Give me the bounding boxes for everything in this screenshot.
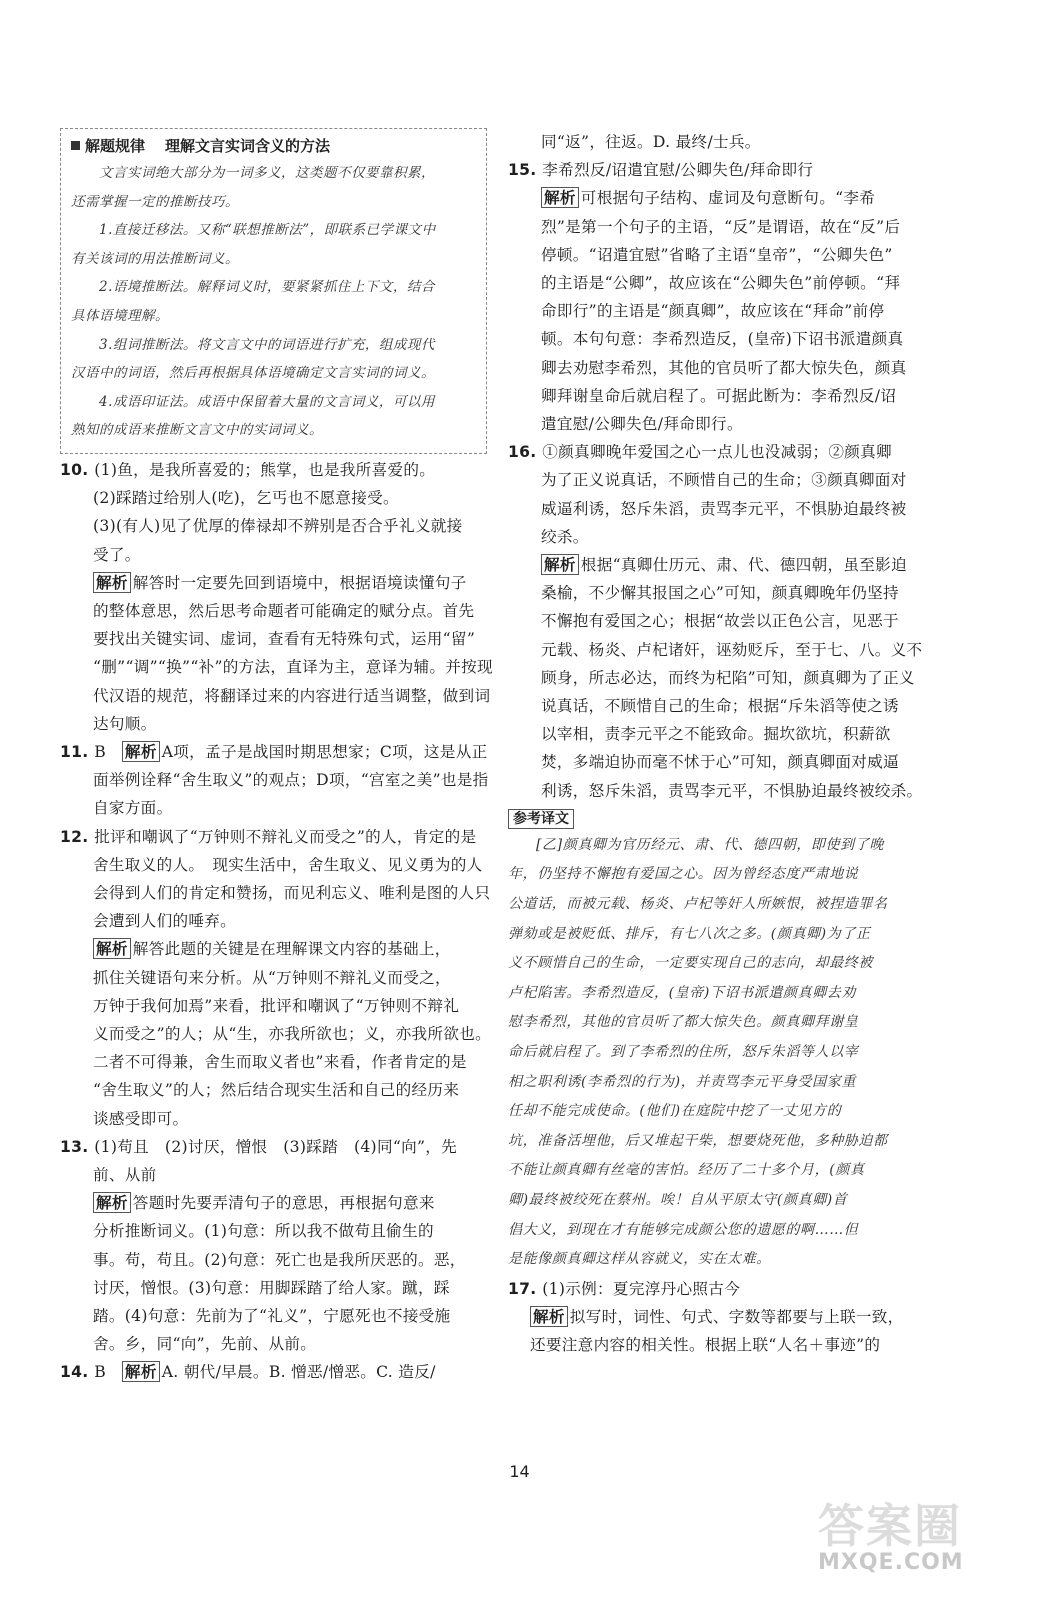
answer-line: [508, 354, 948, 382]
analysis-tag: 解析: [541, 187, 579, 208]
line-text: 遣宜慰/公卿失色/拜命即行。: [541, 415, 743, 434]
line-text: 会遭到人们的唾弃。: [93, 912, 237, 931]
answer-line: [508, 495, 948, 523]
tip-subtitle: 理解文言实词含义的方法: [165, 137, 331, 155]
line-text: 面举例诠释“舍生取义”的观点；D项，“宫室之美”也是指: [93, 771, 489, 790]
line-text: B: [94, 742, 122, 761]
question-line: [60, 456, 490, 484]
line-text: “删”“调”“换”“补”的方法，直译为主，意译为辅。并按现: [93, 658, 493, 677]
line-text: 为了正义说真话，不顾惜自己的生命；③颜真卿面对: [541, 471, 907, 490]
translation-line: 弹劾或是被贬低、排斥，有七八次之多。(颜真卿)为了正: [508, 925, 871, 942]
left-answer-lines: [60, 456, 493, 1387]
answer-line: [60, 1076, 490, 1104]
answer-line: [508, 1331, 948, 1359]
answer-line: [60, 851, 490, 879]
line-text: (1)示例：夏完淳丹心照古今: [542, 1279, 741, 1298]
line-text: 不懈抱有爱国之心；根据“故尝以正色公言，见恶于: [541, 612, 899, 631]
reference-translation: [508, 831, 948, 1275]
analysis-tag: 解析: [122, 1361, 160, 1382]
tip-line: 有关该词的用法推断词义。: [71, 250, 239, 267]
analysis-tag: 解析: [541, 554, 579, 575]
answer-line: [60, 1330, 490, 1358]
page-number: 14: [509, 1462, 530, 1481]
answer-line: [508, 269, 948, 297]
answer-line: [508, 664, 948, 692]
line-text: 顿。本句句意：李希烈造反，(皇帝)下诏书派遣颜真: [541, 330, 904, 349]
line-text: 根据“真卿仕历元、肃、代、德四朝，虽至影迫: [580, 556, 907, 575]
line-text: 踏。(4)句意：先前为了“礼义”，宁愿死也不接受施: [93, 1307, 451, 1326]
tip-line: 2.语境推断法。解释词义时，要紧紧抓住上下文，结合: [99, 279, 435, 296]
answer-line: [508, 128, 948, 156]
translation-line: 不能让颜真卿有丝毫的害怕。经历了二十多个月，(颜真: [508, 1162, 865, 1179]
line-text: 命即行”的主语是“颜真卿”，故应该在“拜命”前停: [541, 302, 885, 321]
translation-line: [乙]颜真卿为官历经元、肃、代、德四朝，即使到了晚: [536, 836, 884, 853]
tip-line: 熟知的成语来推断文言文中的实词词义。: [71, 422, 323, 439]
line-text: 还要注意内容的相关性。根据上联“人名＋事迹”的: [530, 1336, 881, 1355]
analysis-tag: 解析: [122, 741, 160, 762]
line-text: 前、从前: [93, 1166, 157, 1185]
line-text: (2)踩踏过给别人(吃)，乞丐也不愿意接受。: [93, 489, 399, 508]
answer-line: [60, 1302, 490, 1330]
answer-line: [60, 794, 490, 822]
left-column: [60, 128, 493, 1387]
line-text: 批评和嘲讽了“万钟则不辩礼义而受之”的人，肯定的是: [94, 827, 477, 846]
answer-line: [508, 551, 948, 579]
translation-line: 卿)最终被绞死在蔡州。唉！自从平原太守(颜真卿)首: [508, 1192, 848, 1208]
answer-line: [60, 541, 490, 569]
question-number: 15.: [508, 161, 543, 180]
line-text: B: [94, 1363, 122, 1382]
answer-line: [60, 992, 490, 1020]
translation-line: 年，仍坚持不懈抱有爱国之心。因为曾经态度严肃地说: [508, 866, 859, 883]
tip-lines: [71, 159, 476, 445]
question-line: [508, 438, 948, 466]
answer-line: [60, 569, 490, 597]
answer-line: [60, 1189, 490, 1217]
question-number: 17.: [508, 1279, 543, 1298]
answer-line: [60, 653, 493, 681]
answer-line: [508, 607, 948, 635]
answer-line: [508, 523, 948, 551]
answer-line: [60, 597, 490, 625]
answer-line: [60, 512, 490, 540]
question-line: [60, 1133, 490, 1161]
analysis-tag: 解析: [93, 938, 131, 959]
line-text: 烈”是第一个句子的主语，“反”是谓语，故在“反”后: [541, 217, 901, 236]
answer-line: [60, 1274, 490, 1302]
tip-line: 还需掌握一定的推断技巧。: [71, 193, 239, 210]
question-line: [60, 738, 490, 766]
square-bullet-icon: [71, 141, 80, 150]
answer-line: [508, 410, 948, 438]
answer-line: [508, 184, 948, 212]
line-text: (1)苟且 (2)讨厌，憎恨 (3)踩踏 (4)同“向”，先: [94, 1137, 458, 1156]
reference-translation-header: [508, 805, 948, 831]
answer-line: [60, 766, 490, 794]
line-text: 拟写时，词性、句式、字数等都要与上联一致，: [569, 1307, 904, 1326]
line-text: 达句顺。: [93, 714, 157, 733]
question-line: [508, 1275, 948, 1303]
tip-line: 文言实词绝大部分为一词多义，这类题不仅要靠积累，: [99, 165, 435, 181]
answer-line: [508, 297, 948, 325]
answer-line: [508, 692, 948, 720]
answer-line: [508, 777, 948, 805]
answer-line: [508, 382, 948, 410]
answer-line: [60, 1105, 490, 1133]
question-number: 12.: [60, 827, 95, 846]
line-text: (3)(有人)见了优厚的俸禄却不辨别是否合乎礼义就接: [93, 517, 463, 536]
answer-line: [508, 636, 948, 664]
answer-line: [508, 748, 948, 776]
translation-line: 是能像颜真卿这样从容就义，实在太难。: [508, 1251, 771, 1268]
answer-line: [60, 1217, 490, 1245]
line-text: 分析推断词义。(1)句意：所以我不做苟且偷生的: [93, 1222, 434, 1241]
question-number: 14.: [60, 1363, 95, 1382]
line-text: 代汉语的规范，将翻译过来的内容进行适当调整，做到词: [93, 686, 491, 705]
line-text: 解答时一定要先回到语境中，根据语境读懂句子: [132, 573, 467, 592]
answer-line: [60, 879, 490, 907]
line-text: 事。苟，苟且。(2)句意：死亡也是我所厌恶的。恶，: [93, 1250, 466, 1269]
tip-title: 解题规律: [85, 137, 146, 155]
line-text: 讨厌，憎恨。(3)句意：用脚踩踏了给人家。蹴，踩: [93, 1278, 450, 1297]
line-text: 会得到人们的肯定和赞扬，而见利忘义、唯利是图的人只: [93, 883, 491, 902]
line-text: 卿去劝慰李希烈，其他的官员听了都大惊失色，颜真: [541, 358, 907, 377]
line-text: 顾身，所志必达，而终为杞陷”可知，颜真卿为了正义: [541, 668, 915, 687]
answer-line: [60, 1246, 490, 1274]
line-text: 二者不可得兼，舍生而取义者也”来看，作者肯定的是: [93, 1053, 467, 1072]
answer-line: [60, 964, 490, 992]
answer-line: [60, 935, 490, 963]
translation-line: 公道话，而被元载、杨炎、卢杞等奸人所嫉恨，被捏造罪名: [508, 896, 888, 913]
answer-line: [508, 1303, 948, 1331]
line-text: A项，孟子是战国时期思想家；C项，这是从正: [161, 742, 488, 761]
line-text: 万钟于我何加焉”来看，批评和嘲讽了“万钟则不辩礼: [93, 996, 460, 1015]
answer-line: [508, 213, 948, 241]
answer-line: [60, 710, 490, 738]
answer-line: [60, 484, 490, 512]
tip-line: 汉语中的词语，然后再根据具体语境确定文言实词的词义。: [71, 365, 435, 382]
watermark-logo: [818, 1490, 1018, 1590]
tip-line: 具体语境理解。: [71, 307, 169, 324]
line-text: 元载、杨炎、卢杞诸奸，诬劾贬斥，至于七、八。义不: [541, 640, 923, 659]
question-17: [508, 1275, 948, 1360]
answer-line: [60, 625, 490, 653]
line-text: 可根据句子结构、虚词及句意断句。“李希: [580, 189, 876, 208]
answer-line: [60, 907, 490, 935]
analysis-tag: 解析: [530, 1306, 568, 1327]
answer-line: [508, 241, 948, 269]
line-text: 威逼利诱，怒斥朱滔，责骂李元平，不惧胁迫最终被: [541, 499, 907, 518]
line-text: 舍生取义的人。 现实生活中，舍生取义、见义勇为的人: [93, 855, 483, 874]
line-text: 解答此题的关键是在理解课文内容的基础上，: [132, 940, 451, 959]
line-text: “舍生取义”的人；然后结合现实生活和自己的经历来: [93, 1081, 460, 1100]
line-text: 要找出关键实词、虚词，查看有无特殊句式，运用“留”: [93, 630, 476, 649]
line-text: A. 朝代/早晨。B. 憎恶/憎恶。C. 造反/: [161, 1363, 436, 1382]
translation-line: 倡大义，到现在才有能够完成颜公您的遗愿的啊……但: [508, 1221, 859, 1238]
line-text: 谈感受即可。: [93, 1109, 189, 1128]
reference-tag: 参考译文: [508, 809, 574, 829]
line-text: 焚，多端迫协而毫不怵于心”可知，颜真卿面对威逼: [541, 753, 899, 772]
tip-line: 1.直接迁移法。又称“联想推断法”，即联系已学课文中: [99, 222, 436, 239]
line-text: 舍。乡，同“向”，先前、从前。: [93, 1335, 317, 1354]
answer-line: [508, 466, 948, 494]
line-text: 桑榆，不少懈其报国之心”可知，颜真卿晚年仍坚持: [541, 584, 899, 603]
line-text: 利诱，怒斥朱滔，责骂李元平，不惧胁迫最终被绞杀。: [541, 781, 923, 800]
line-text: 以宰相，责李元平之不能致命。掘坎欲坑，积薪欲: [541, 725, 891, 744]
translation-line: 卢杞陷害。李希烈造反，(皇帝)下诏书派遣颜真卿去劝: [508, 984, 856, 1001]
line-text: 卿拜谢皇命后就启程了。可据此断为：李希烈反/诏: [541, 386, 897, 405]
question-line: [60, 1358, 490, 1386]
line-text: 同“返”，往返。D. 最终/士兵。: [541, 133, 761, 151]
translation-line: 坑，准备活埋他，后又堆起干柴，想要烧死他，多种胁迫都: [508, 1132, 888, 1149]
line-text: 自家方面。: [93, 799, 173, 818]
line-text: 李希烈反/诏遣宜慰/公卿失色/拜命即行: [542, 161, 814, 180]
watermark-url: MXQE.COM: [818, 1550, 964, 1575]
question-number: 16.: [508, 443, 543, 462]
translation-line: 义不顾惜自己的生命，一定要实现自己的志向，却最终被: [508, 955, 873, 972]
method-tip-box: [60, 128, 487, 454]
question-line: [60, 823, 490, 851]
question-number: 11.: [60, 742, 95, 761]
line-text: 答题时先要弄清句子的意思，再根据句意来: [132, 1194, 435, 1213]
translation-line: 任却不能完成使命。(他们)在庭院中挖了一丈见方的: [508, 1103, 842, 1120]
line-text: 的主语是“公卿”，故应该在“公卿失色”前停顿。“拜: [541, 274, 901, 293]
line-text: 受了。: [93, 545, 141, 564]
line-text: 说真话，不顾惜自己的生命；根据“斥朱滔等使之诱: [541, 697, 899, 716]
question-line: [508, 156, 948, 184]
answer-line: [508, 720, 948, 748]
answer-line: [60, 1161, 490, 1189]
tip-line: 4.成语印证法。成语中保留着大量的文言词义，可以用: [99, 393, 435, 410]
tip-header: [71, 133, 476, 159]
answer-line: [60, 682, 490, 710]
analysis-tag: 解析: [93, 1192, 131, 1213]
answer-line: [60, 1048, 490, 1076]
line-text: 的整体意思，然后思考命题者可能确定的赋分点。首先: [93, 601, 475, 620]
tip-line: 3.组词推断法。将文言文中的词语进行扩充，组成现代: [99, 336, 435, 353]
translation-line: 命后就启程了。到了李希烈的住所，怒斥朱滔等人以宰: [508, 1044, 859, 1061]
question-number: 13.: [60, 1137, 95, 1156]
translation-line: 慰李希烈，其他的官员听了都大惊失色。颜真卿拜谢皇: [508, 1014, 859, 1031]
line-text: 停顿。“诏遣宜慰”省略了主语“皇帝”，“公卿失色”: [541, 245, 893, 264]
watermark-text: 答案圈: [818, 1499, 962, 1553]
question-number: 10.: [60, 460, 95, 479]
answer-line: [60, 1020, 490, 1048]
analysis-tag: 解析: [93, 572, 131, 593]
translation-line: 相之职利诱(李希烈的行为)，并责骂李元平身受国家重: [508, 1073, 856, 1090]
answer-line: [508, 579, 948, 607]
answer-line: [508, 325, 948, 353]
line-text: 义而受之”的人；从“生，亦我所欲也；义，亦我所欲也。: [93, 1025, 491, 1043]
line-text: 绞杀。: [541, 527, 589, 546]
right-column: [508, 128, 948, 1359]
line-text: ①颜真卿晚年爱国之心一点儿也没减弱；②颜真卿: [542, 443, 892, 462]
line-text: (1)鱼，是我所喜爱的；熊掌，也是我所喜爱的。: [94, 460, 436, 479]
right-answer-lines: [508, 128, 948, 805]
line-text: 抓住关键语句来分析。从“万钟则不辩礼义而受之，: [93, 968, 451, 987]
